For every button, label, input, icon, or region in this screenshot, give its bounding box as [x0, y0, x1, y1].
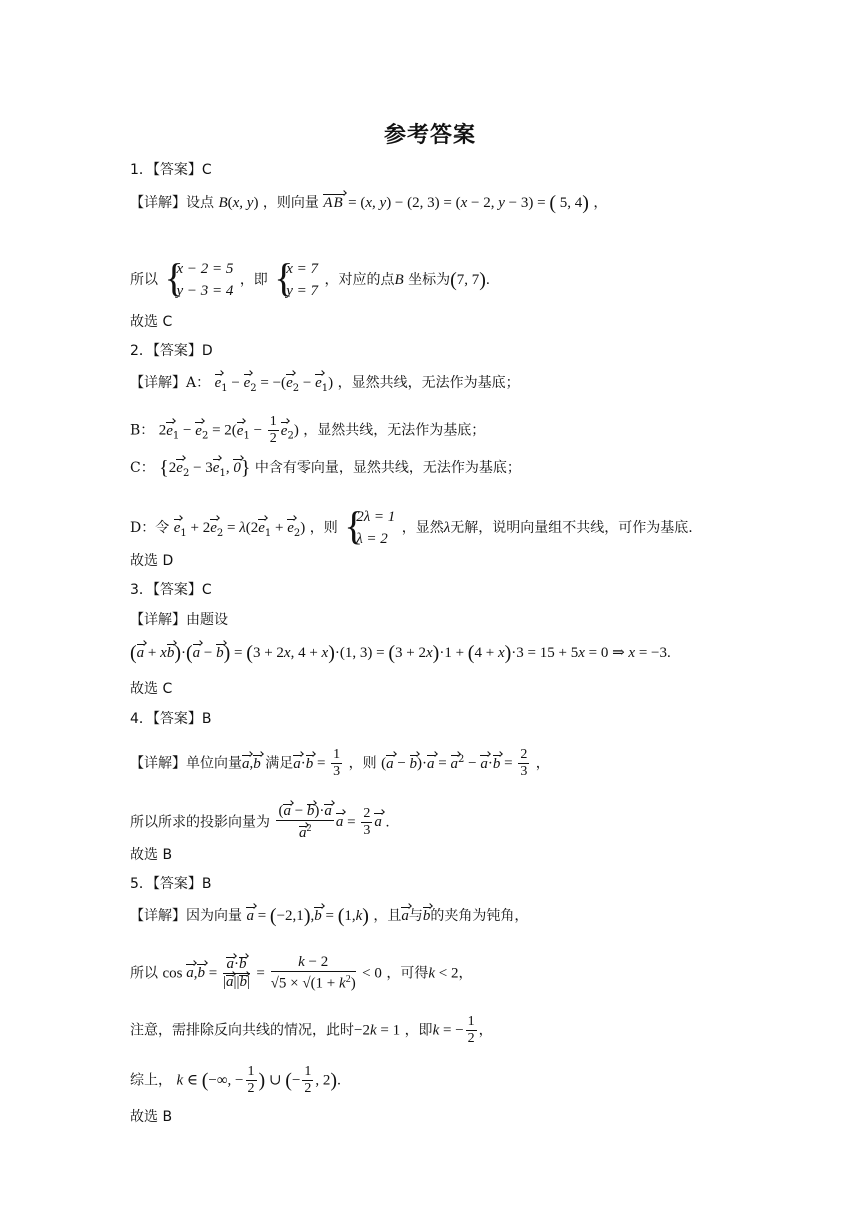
q4-answer-head: 4．【答案】B	[130, 711, 212, 727]
q5-conclusion: 故选 B	[130, 1109, 173, 1125]
q3-answer-head: 3．【答案】C	[130, 582, 212, 598]
q2-conclusion: 故选 D	[130, 553, 174, 569]
q2-option-b: B： $2e_1 - e_2 = 2(e_1$ − $\frac{1}{2}$ $e_2$) ，显然共线，无法作为基底；	[130, 414, 486, 446]
q2-option-c: C： {$2e_2 - 3e_1$, 0} 中含有零向量，显然共线，无法作为基底；	[130, 457, 521, 479]
q4-detail-line-2: 所以所求的投影向量为 $\frac{(a - b)\cdot a}{a^2}$ a = $\frac{2}{3}$ a .	[130, 803, 390, 841]
q1-detail-line-2: 所以 { x − 2 = 5 y − 3 = 4 ，即 { x = 7 y = 7 ，对应的点B 坐标为(7, 7).	[130, 258, 490, 302]
q3-detail: 【详解】由题设	[130, 612, 228, 628]
q3-equation: (a + xb)·(a − b) = (3 + 2x, 4 + x)·(1, 3) = (3 + 2x)·1 + (4 + x)·3 = 15 + 5x = 0 ⇒ x = −3.	[130, 642, 671, 664]
q3-conclusion: 故选 C	[130, 681, 173, 697]
q2-option-a: 【详解】A： $e_1 - e_2 = -(e_2 - e_1)$ ，显然共线，无法作为基底；	[130, 375, 520, 394]
q5-detail-line-3: 注意，需排除反向共线的情况，此时−2k = 1 ，即k = − $\frac{1}{2}$ ，	[130, 1014, 493, 1046]
q4-detail-line-1: 【详解】单位向量a,b 满足a·b = $\frac{1}{3}$ ，则 $(a - b)\cdot a = a^2 - a\cdot b$ = $\frac{2}{3}$ ，	[130, 747, 550, 779]
q5-answer-head: 5．【答案】B	[130, 876, 212, 892]
q1-answer-head: 1．【答案】C	[130, 162, 212, 178]
q1-conclusion: 故选 C	[130, 314, 173, 330]
q5-detail-line-4: 综上， k ∈ (−∞, − $\frac{1}{2}$ ) ∪ (− $\frac{1}{2}$ , 2).	[130, 1064, 341, 1096]
q5-detail-line-2: 所以 cos a,b = $\frac{a\cdot b}{|a||b|}$ = $\frac{k - 2}{√5 \times √(1 + k^2)}$ < 0 ，可得k < 2，	[130, 954, 473, 992]
q2-option-d: D：令 $e_1 + 2e_2 = \lambda(2e_1 + e_2)$ ，则 { 2λ = 1 λ = 2 ，显然λ无解，说明向量组不共线，可作为基底.	[130, 506, 693, 550]
q2-answer-head: 2．【答案】D	[130, 343, 213, 359]
q4-conclusion: 故选 B	[130, 847, 173, 863]
q1-detail-line-1: 【详解】设点 B(x, y) ，则向量 AB = (x, y) − (2, 3) = (x − 2, y − 3) = ( 5, 4) ，	[130, 192, 608, 214]
q5-detail-line-1: 【详解】因为向量 a = (−2,1),b = (1,k) ，且a与b的夹角为钝角，	[130, 905, 529, 927]
page-title: 参考答案	[383, 123, 476, 148]
